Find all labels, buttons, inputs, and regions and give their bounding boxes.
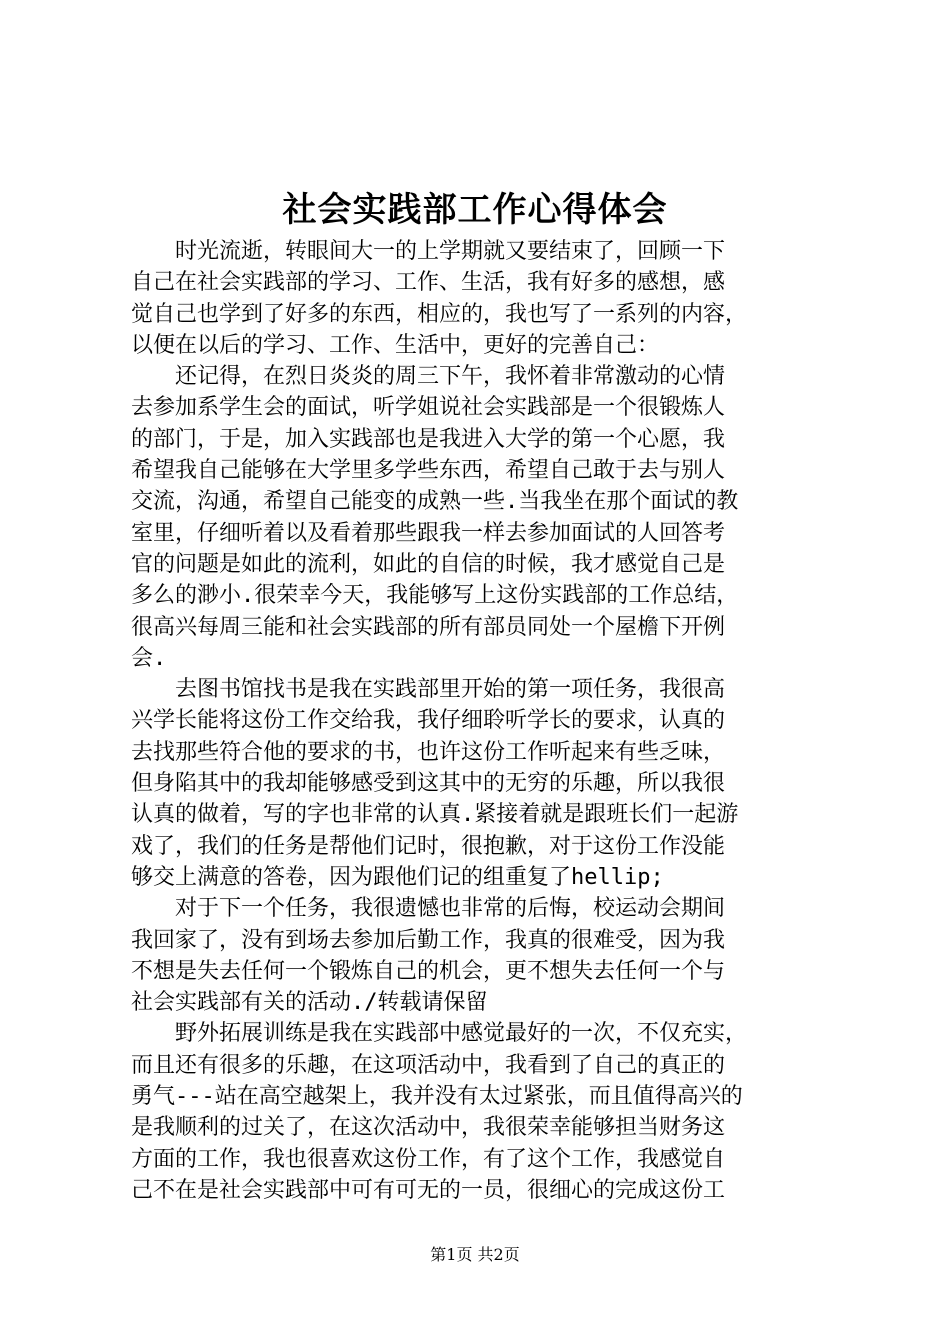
- body-line: 希望我自己能够在大学里多学些东西，希望自己敢于去与别人: [131, 458, 726, 484]
- body-line: 够交上满意的答卷，因为跟他们记的组重复了hellip;: [131, 864, 664, 890]
- body-line: 觉自己也学到了好多的东西，相应的，我也写了一系列的内容，: [131, 301, 748, 327]
- body-line: 官的问题是如此的流利，如此的自信的时候，我才感觉自己是: [131, 551, 726, 577]
- body-line: 野外拓展训练是我在实践部中感觉最好的一次，不仅充实，: [131, 1021, 748, 1047]
- body-line: 而且还有很多的乐趣，在这项活动中，我看到了自己的真正的: [131, 1052, 726, 1078]
- body-line: 认真的做着，写的字也非常的认真.紧接着就是跟班长们一起游: [131, 802, 739, 828]
- body-line: 交流，沟通，希望自己能变的成熟一些.当我坐在那个面试的教: [131, 489, 739, 515]
- body-line: 己不在是社会实践部中可有可无的一员，很细心的完成这份工: [131, 1177, 726, 1203]
- body-line: 但身陷其中的我却能够感受到这其中的无穷的乐趣，所以我很: [131, 771, 726, 797]
- page-title: 社会实践部工作心得体会: [282, 190, 668, 230]
- body-line: 还记得，在烈日炎炎的周三下午，我怀着非常激动的心情: [131, 364, 726, 390]
- body-line: 会.: [131, 645, 167, 671]
- body-line: 去图书馆找书是我在实践部里开始的第一项任务，我很高: [131, 677, 726, 703]
- document-body: [131, 236, 831, 1206]
- body-line: 方面的工作，我也很喜欢这份工作，有了这个工作，我感觉自: [131, 1146, 726, 1172]
- body-line: 去找那些符合他的要求的书，也许这份工作听起来有些乏味，: [131, 739, 726, 765]
- body-line: 室里，仔细听着以及看着那些跟我一样去参加面试的人回答考: [131, 520, 726, 546]
- body-line: 的部门，于是，加入实践部也是我进入大学的第一个心愿，我: [131, 426, 726, 452]
- body-line: 勇气---站在高空越架上，我并没有太过紧张，而且值得高兴的: [131, 1084, 743, 1110]
- body-line: 戏了，我们的任务是帮他们记时，很抱歉，对于这份工作没能: [131, 833, 726, 859]
- body-line: 对于下一个任务，我很遗憾也非常的后悔，校运动会期间: [131, 896, 726, 922]
- body-line: 自己在社会实践部的学习、工作、生活，我有好多的感想，感: [131, 270, 726, 296]
- body-line: 时光流逝，转眼间大一的上学期就又要结束了，回顾一下: [131, 239, 726, 264]
- body-line: 很高兴每周三能和社会实践部的所有部员同处一个屋檐下开例: [131, 614, 726, 640]
- body-line: 多么的渺小.很荣幸今天，我能够写上这份实践部的工作总结，: [131, 583, 739, 609]
- body-line: 我回家了，没有到场去参加后勤工作，我真的很难受，因为我: [131, 927, 726, 953]
- body-line: 社会实践部有关的活动./转载请保留: [131, 990, 488, 1016]
- body-line: 不想是失去任何一个锻炼自己的机会，更不想失去任何一个与: [131, 958, 726, 984]
- page-number: 第1页 共2页: [430, 1245, 520, 1264]
- page-footer: [0, 1244, 950, 1266]
- body-line: 兴学长能将这份工作交给我，我仔细聆听学长的要求，认真的: [131, 708, 726, 734]
- body-line: 以便在以后的学习、工作、生活中，更好的完善自己：: [131, 332, 660, 358]
- body-line: 是我顺利的过关了，在这次活动中，我很荣幸能够担当财务这: [131, 1115, 726, 1141]
- body-line: 去参加系学生会的面试，听学姐说社会实践部是一个很锻炼人: [131, 395, 726, 421]
